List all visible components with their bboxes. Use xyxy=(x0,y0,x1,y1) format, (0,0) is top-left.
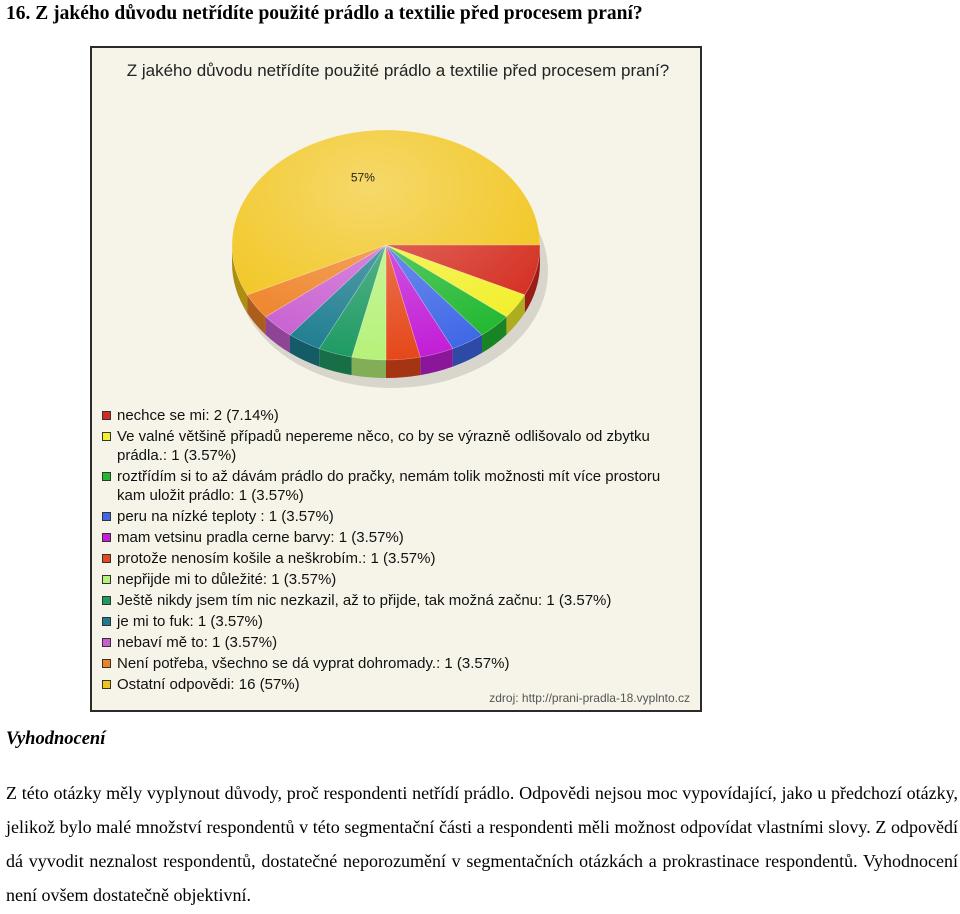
chart-source: zdroj: http://prani-pradla-18.vyplnto.cz xyxy=(489,691,690,705)
legend-label: Ještě nikdy jsem tím nic nezkazil, až to přijde, tak možná začnu: 1 (3.57%) xyxy=(117,592,612,609)
legend-item xyxy=(102,528,692,547)
pie-slice-7-side xyxy=(352,357,386,378)
evaluation-heading: Vyhodnocení xyxy=(6,729,106,749)
legend-item xyxy=(102,654,692,673)
question-heading: 16. Z jakého důvodu netřídíte použité prádlo a textilie před procesem praní? xyxy=(6,3,643,24)
legend-label: Ve valné většině případů nepereme něco, co by se výrazně odlišovalo od zbytku prádla.: 1 (3.57%) xyxy=(117,428,650,464)
legend-item xyxy=(102,507,692,526)
legend-swatch xyxy=(102,617,111,626)
chart-legend xyxy=(102,406,692,696)
legend-item xyxy=(102,406,692,425)
chart-title: Z jakého důvodu netřídíte použité prádlo a textilie před procesem praní? xyxy=(126,61,670,80)
legend-swatch xyxy=(102,575,111,584)
legend-label: nebaví mě to: 1 (3.57%) xyxy=(117,634,278,651)
legend-label: je mi to fuk: 1 (3.57%) xyxy=(117,613,263,630)
legend-swatch xyxy=(102,432,111,441)
pie-gloss xyxy=(232,130,540,360)
pie-chart-panel xyxy=(90,46,702,712)
legend-swatch xyxy=(102,554,111,563)
legend-swatch xyxy=(102,411,111,420)
legend-label: nepřijde mi to důležité: 1 (3.57%) xyxy=(117,571,337,588)
legend-label: Není potřeba, všechno se dá vyprat dohromady.: 1 (3.57%) xyxy=(117,655,510,672)
legend-item xyxy=(102,427,692,465)
legend-item xyxy=(102,549,692,568)
legend-swatch xyxy=(102,533,111,542)
legend-item xyxy=(102,467,692,505)
legend-swatch xyxy=(102,512,111,521)
pie-chart xyxy=(92,48,700,388)
legend-item xyxy=(102,591,692,610)
legend-label: roztřídím si to až dávám prádlo do pračky, nemám tolik možnosti mít více prostoru kam uložit prádlo: 1 (3.57%) xyxy=(117,468,661,504)
legend-swatch xyxy=(102,680,111,689)
legend-label: nechce se mi: 2 (7.14%) xyxy=(117,407,279,424)
legend-swatch xyxy=(102,638,111,647)
legend-label: peru na nízké teploty : 1 (3.57%) xyxy=(117,508,334,525)
legend-label: mam vetsinu pradla cerne barvy: 1 (3.57%) xyxy=(117,529,404,546)
evaluation-text: Z této otázky měly vyplynout důvody, proč respondenti netřídí prádlo. Odpovědi nejsou moc vypovídající, jako u předchozí otázky, jelikož bylo malé množství respondentů v této segmentační části a respondenti měli možnost odpovídat vlastními slovy. Z odpovědí dá vyvodit neznalost respondentů, dostatečné neporozumění v segmentačních otázkách a prokrastinace respondentů. Vyhodnocení není ovšem dostatečně objektivní. xyxy=(6,783,958,905)
legend-item xyxy=(102,612,692,631)
pie-slice-6-side xyxy=(386,357,420,378)
pie-data-label: 57% xyxy=(350,170,375,185)
legend-item xyxy=(102,633,692,652)
legend-label: Ostatní odpovědi: 16 (57%) xyxy=(117,676,300,693)
legend-label: protože nenosím košile a neškrobím.: 1 (3.57%) xyxy=(117,550,436,567)
legend-swatch xyxy=(102,659,111,668)
legend-swatch xyxy=(102,596,111,605)
legend-swatch xyxy=(102,472,111,481)
legend-item xyxy=(102,570,692,589)
